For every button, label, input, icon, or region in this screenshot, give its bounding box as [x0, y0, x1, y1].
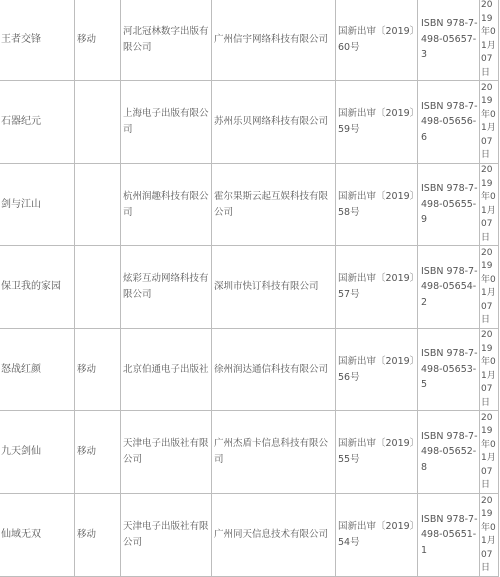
operator-cell: 霍尔果斯云起互娱科技有限公司	[212, 164, 336, 246]
game-name-cell: 保卫我的家园	[0, 246, 75, 329]
isbn-cell: ISBN 978-7-498-05657-3	[418, 0, 480, 81]
operator-cell: 广州信宇网络科技有限公司	[212, 0, 336, 81]
publisher-cell: 杭州润趣科技有限公司	[121, 164, 212, 246]
approval-number-cell: 国新出审〔2019〕55号	[336, 411, 418, 494]
date-cell: 2019年01月07日	[480, 494, 499, 577]
platform-cell: 移动	[75, 0, 121, 81]
publisher-cell: 北京伯通电子出版社	[121, 329, 212, 411]
game-name-cell: 怒战红颜	[0, 329, 75, 411]
publisher-cell: 上海电子出版有限公司	[121, 81, 212, 164]
game-name-cell: 仙域无双	[0, 494, 75, 577]
date-cell: 2019年01月07日	[480, 0, 499, 81]
publisher-cell: 河北冠林数字出版有限公司	[121, 0, 212, 81]
publisher-cell: 炫彩互动网络科技有限公司	[121, 246, 212, 329]
approval-number-cell: 国新出审〔2019〕57号	[336, 246, 418, 329]
operator-cell: 徐州润达通信科技有限公司	[212, 329, 336, 411]
operator-cell: 广州杰盾卡信息科技有限公司	[212, 411, 336, 494]
table-row	[0, 164, 499, 246]
platform-cell: 移动	[75, 329, 121, 411]
table-row	[0, 246, 499, 329]
table-row	[0, 411, 499, 494]
table-row	[0, 329, 499, 411]
platform-cell: 移动	[75, 494, 121, 577]
date-cell: 2019年01月07日	[480, 411, 499, 494]
table-row	[0, 494, 499, 577]
game-name-cell: 石器纪元	[0, 81, 75, 164]
approval-number-cell: 国新出审〔2019〕54号	[336, 494, 418, 577]
publisher-cell: 天津电子出版社有限公司	[121, 411, 212, 494]
game-name-cell: 九天剑仙	[0, 411, 75, 494]
date-cell: 2019年01月07日	[480, 164, 499, 246]
platform-cell: 移动	[75, 411, 121, 494]
isbn-cell: ISBN 978-7-498-05653-5	[418, 329, 480, 411]
platform-cell	[75, 81, 121, 164]
platform-cell	[75, 164, 121, 246]
table-row	[0, 81, 499, 164]
isbn-cell: ISBN 978-7-498-05654-2	[418, 246, 480, 329]
isbn-cell: ISBN 978-7-498-05652-8	[418, 411, 480, 494]
approval-number-cell: 国新出审〔2019〕59号	[336, 81, 418, 164]
date-cell: 2019年01月07日	[480, 329, 499, 411]
operator-cell: 广州同天信息技术有限公司	[212, 494, 336, 577]
publisher-cell: 天津电子出版社有限公司	[121, 494, 212, 577]
approval-number-cell: 国新出审〔2019〕60号	[336, 0, 418, 81]
game-name-cell: 王者交锋	[0, 0, 75, 81]
operator-cell: 深圳市快订科技有限公司	[212, 246, 336, 329]
date-cell: 2019年01月07日	[480, 81, 499, 164]
table-row	[0, 0, 499, 81]
isbn-cell: ISBN 978-7-498-05656-6	[418, 81, 480, 164]
approval-number-cell: 国新出审〔2019〕56号	[336, 329, 418, 411]
approval-number-cell: 国新出审〔2019〕58号	[336, 164, 418, 246]
game-name-cell: 剑与江山	[0, 164, 75, 246]
platform-cell	[75, 246, 121, 329]
date-cell: 2019年01月07日	[480, 246, 499, 329]
operator-cell: 苏州乐贝网络科技有限公司	[212, 81, 336, 164]
isbn-cell: ISBN 978-7-498-05651-1	[418, 494, 480, 577]
isbn-cell: ISBN 978-7-498-05655-9	[418, 164, 480, 246]
